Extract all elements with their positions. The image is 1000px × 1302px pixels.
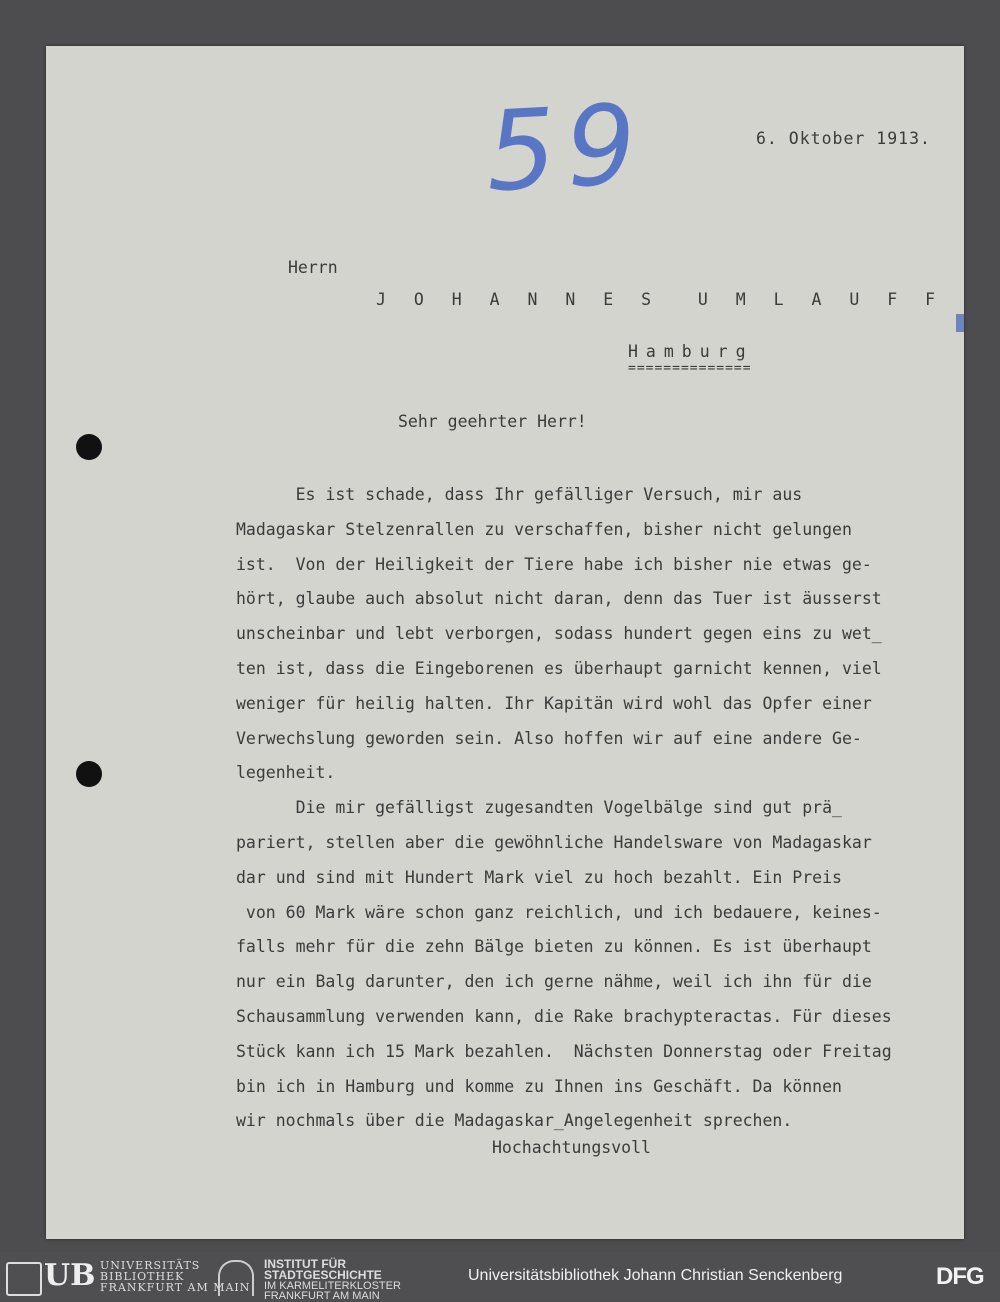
isg-line: IM KARMELITERKLOSTER <box>264 1280 401 1292</box>
body-line: von 60 Mark wäre schon ganz reichlich, und ich bedauere, keines- <box>236 902 882 922</box>
punch-hole-icon <box>76 761 102 787</box>
body-line: weniger für heilig halten. Ihr Kapitän wird wohl das Opfer einer <box>236 693 872 713</box>
isg-logo-text <box>264 1259 401 1301</box>
handwritten-number: 59 <box>482 79 650 217</box>
footer-title: Universitätsbibliothek Johann Christian Senckenberg <box>468 1267 843 1284</box>
body-line: hört, glaube auch absolut nicht daran, denn das Tuer ist äusserst <box>236 589 882 609</box>
letter-closing: Hochachtungsvoll <box>492 1138 651 1157</box>
isg-line: STADTGESCHICHTE <box>264 1268 382 1282</box>
ub-line: FRANKFURT AM MAIN <box>100 1281 251 1294</box>
isg-line: INSTITUT FÜR <box>264 1257 346 1271</box>
letter-body <box>236 478 966 1139</box>
body-line: ist. Von der Heiligkeit der Tiere habe ich bisher nie etwas ge- <box>236 554 872 574</box>
body-line: bin ich in Hamburg und komme zu Ihnen ins Geschäft. Da können <box>236 1076 842 1096</box>
body-line: Madagaskar Stelzenrallen zu verschaffen, bisher nicht gelungen <box>236 519 852 539</box>
body-line: legenheit. <box>236 763 336 783</box>
recipient-city: Hamburg <box>628 342 754 361</box>
body-line: falls mehr für die zehn Bälge bieten zu können. Es ist überhaupt <box>236 937 872 957</box>
recipient-prefix: Herrn <box>288 258 338 277</box>
recipient-name: J O H A N N E S U M L A U F F <box>376 290 945 309</box>
paper-edge-mark <box>956 314 964 332</box>
body-line: nur ein Balg darunter, den ich gerne nähme, weil ich ihn für die <box>236 972 872 992</box>
body-line: pariert, stellen aber die gewöhnliche Handelsware von Madagaskar <box>236 832 872 852</box>
body-line: Verwechslung geworden sein. Also hoffen wir auf eine andere Ge- <box>236 728 862 748</box>
body-line: ten ist, dass die Eingeborenen es überhaupt garnicht kennen, viel <box>236 658 882 678</box>
ub-logo-letters: UB <box>44 1258 96 1293</box>
ub-crest-icon <box>6 1262 42 1296</box>
body-line: unscheinbar und lebt verborgen, sodass hundert gegen eins zu wet_ <box>236 624 882 644</box>
body-line: Schausammlung verwenden kann, die Rake brachypteractas. Für dieses <box>236 1006 892 1026</box>
isg-arch-icon <box>218 1260 254 1296</box>
punch-hole-icon <box>76 434 102 460</box>
viewer-footer <box>0 1252 1000 1301</box>
dfg-logo: DFG <box>936 1263 984 1290</box>
letter-date: 6. Oktober 1913. <box>756 129 931 148</box>
city-underline: ============== <box>628 361 752 376</box>
letter-page <box>46 46 964 1239</box>
body-line: wir nochmals über die Madagaskar_Angelegenheit sprechen. <box>236 1111 793 1131</box>
ub-line: UNIVERSITÄTS <box>100 1259 201 1272</box>
letter-greeting: Sehr geehrter Herr! <box>398 412 587 431</box>
body-line: Stück kann ich 15 Mark bezahlen. Nächsten Donnerstag oder Freitag <box>236 1041 892 1061</box>
ub-line: BIBLIOTHEK <box>100 1270 185 1283</box>
body-line: dar und sind mit Hundert Mark viel zu hoch bezahlt. Ein Preis <box>236 867 842 887</box>
isg-line: FRANKFURT AM MAIN <box>264 1290 380 1302</box>
body-line: Die mir gefälligst zugesandten Vogelbälge sind gut prä_ <box>236 798 842 818</box>
body-line: Es ist schade, dass Ihr gefälliger Versuch, mir aus <box>236 485 803 504</box>
